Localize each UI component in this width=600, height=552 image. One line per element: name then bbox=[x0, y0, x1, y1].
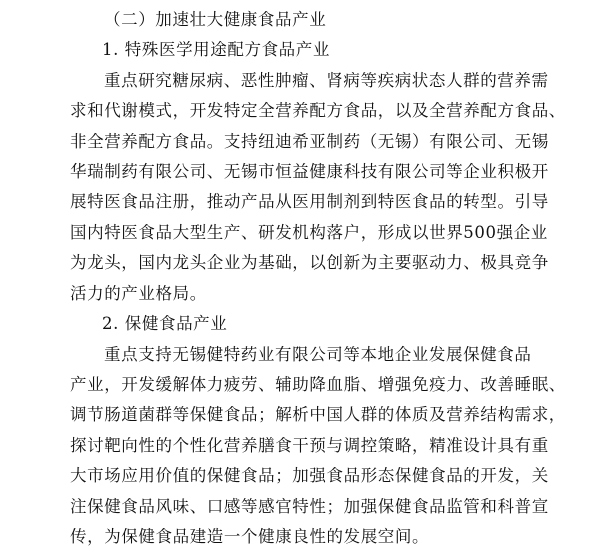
paragraph-line: 展特医食品注册，推动产品从医用制剂到特医食品的转型。引导 bbox=[70, 192, 549, 211]
paragraph-line: 重点支持无锡健特药业有限公司等本地企业发展保健食品 bbox=[104, 345, 532, 364]
paragraph-line: 非全营养配方食品。支持纽迪希亚制药（无锡）有限公司、无锡 bbox=[70, 132, 549, 151]
section-heading: （二）加速壮大健康食品产业 bbox=[104, 10, 327, 29]
paragraph-line: 国内特医食品大型生产、研发机构落户，形成以世界500强企业 bbox=[70, 223, 548, 242]
paragraph-line: 产业，开发缓解体力疲劳、辅助降血脂、增强免疫力、改善睡眠、 bbox=[70, 375, 566, 394]
paragraph-line: 调节肠道菌群等保健食品；解析中国人群的体质及营养结构需求， bbox=[70, 405, 566, 424]
subsection-heading-health-food: 2. 保健食品产业 bbox=[102, 314, 228, 333]
subsection-heading-medical-food: 1. 特殊医学用途配方食品产业 bbox=[102, 40, 330, 59]
paragraph-line: 重点研究糖尿病、恶性肿瘤、肾病等疾病状态人群的营养需 bbox=[104, 71, 549, 90]
paragraph-line: 为龙头，国内龙头企业为基础，以创新为主要驱动力、极具竞争 bbox=[70, 253, 549, 272]
paragraph-line: 传，为保健食品建造一个健康良性的发展空间。 bbox=[70, 527, 430, 546]
paragraph-line: 探讨靶向性的个性化营养膳食干预与调控策略，精准设计具有重 bbox=[70, 436, 549, 455]
paragraph-line: 大市场应用价值的保健食品；加强食品形态保健食品的开发，关 bbox=[70, 466, 549, 485]
paragraph-line: 求和代谢模式，开发特定全营养配方食品，以及全营养配方食品、 bbox=[70, 101, 566, 120]
paragraph-line: 华瑞制药有限公司、无锡市恒益健康科技有限公司等企业积极开 bbox=[70, 162, 549, 181]
paragraph-line: 活力的产业格局。 bbox=[70, 284, 207, 303]
paragraph-line: 注保健食品风味、口感等感官特性；加强保健食品监管和科普宣 bbox=[70, 497, 549, 516]
